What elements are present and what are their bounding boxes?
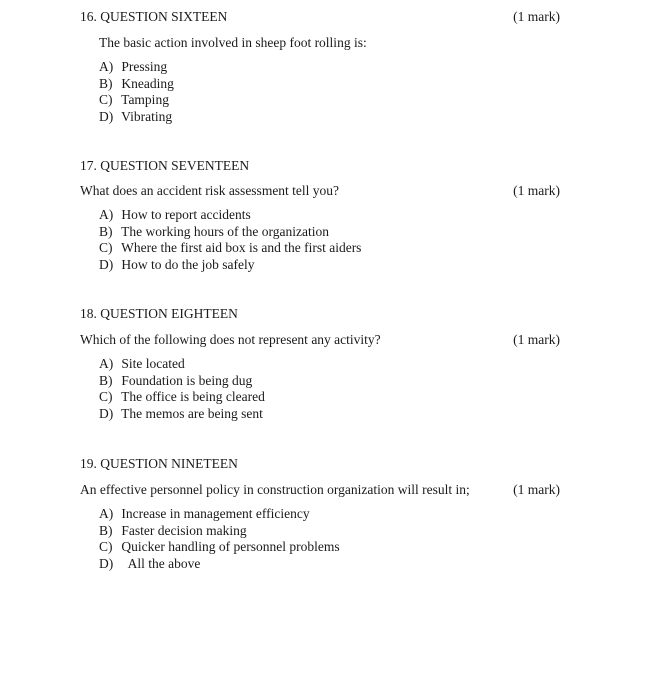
option-letter: D) xyxy=(99,108,114,124)
option-letter: C) xyxy=(99,539,113,554)
option-d xyxy=(99,257,361,274)
options-list xyxy=(99,59,174,125)
option-c xyxy=(99,92,174,109)
option-letter: A) xyxy=(99,59,114,74)
question-mark: (1 mark) xyxy=(513,9,560,24)
option-letter: C) xyxy=(99,92,113,107)
question-stem: What does an accident risk assessment tell you? xyxy=(80,183,340,198)
option-b xyxy=(99,373,265,390)
question-mark: (1 mark) xyxy=(513,332,560,347)
option-letter: A) xyxy=(99,356,114,371)
option-d xyxy=(99,556,340,573)
question-heading: 18. QUESTION EIGHTEEN xyxy=(80,306,238,321)
option-a xyxy=(99,356,265,373)
option-text: Tamping xyxy=(121,92,169,107)
option-d xyxy=(99,109,174,126)
option-text: How to do the job safely xyxy=(121,256,255,272)
question-mark: (1 mark) xyxy=(513,183,560,198)
option-text: Faster decision making xyxy=(121,522,247,538)
option-letter: B) xyxy=(99,75,113,91)
option-a xyxy=(99,506,340,523)
option-letter: B) xyxy=(99,372,113,388)
option-text: How to report accidents xyxy=(121,207,251,222)
option-letter: A) xyxy=(99,207,114,222)
question-stem: Which of the following does not represent any activity? xyxy=(80,332,381,347)
option-text: Kneading xyxy=(121,75,174,91)
option-text: The memos are being sent xyxy=(121,405,263,421)
option-letter: B) xyxy=(99,522,113,538)
option-letter: D) xyxy=(99,555,114,571)
option-c xyxy=(99,539,340,556)
option-letter: C) xyxy=(99,240,113,255)
option-text: Increase in management efficiency xyxy=(121,506,310,521)
option-text: The office is being cleared xyxy=(121,389,265,404)
option-letter: C) xyxy=(99,389,113,404)
option-c xyxy=(99,240,361,257)
option-text: Site located xyxy=(121,356,185,371)
option-text: Where the first aid box is and the first aiders xyxy=(121,240,362,255)
option-letter: D) xyxy=(99,405,114,421)
option-text: Foundation is being dug xyxy=(121,372,253,388)
option-c xyxy=(99,389,265,406)
question-stem: An effective personnel policy in construction organization will result in; xyxy=(80,482,470,497)
options-list xyxy=(99,356,265,422)
question-mark: (1 mark) xyxy=(513,482,560,497)
question-heading: 19. QUESTION NINETEEN xyxy=(80,456,238,471)
option-d xyxy=(99,406,265,423)
options-list xyxy=(99,207,361,273)
option-letter: B) xyxy=(99,223,113,239)
option-text: The working hours of the organization xyxy=(121,223,329,239)
question-stem: The basic action involved in sheep foot rolling is: xyxy=(99,35,367,50)
options-list xyxy=(99,506,340,572)
question-heading: 16. QUESTION SIXTEEN xyxy=(80,9,228,24)
option-text: Vibrating xyxy=(121,108,173,124)
option-b xyxy=(99,523,340,540)
option-text: All the above xyxy=(127,555,201,571)
option-a xyxy=(99,207,361,224)
option-letter: A) xyxy=(99,506,114,521)
option-b xyxy=(99,76,174,93)
option-b xyxy=(99,224,361,241)
option-text: Quicker handling of personnel problems xyxy=(121,539,340,554)
option-a xyxy=(99,59,174,76)
question-heading: 17. QUESTION SEVENTEEN xyxy=(80,158,250,173)
option-text: Pressing xyxy=(121,59,168,74)
option-letter: D) xyxy=(99,256,114,272)
